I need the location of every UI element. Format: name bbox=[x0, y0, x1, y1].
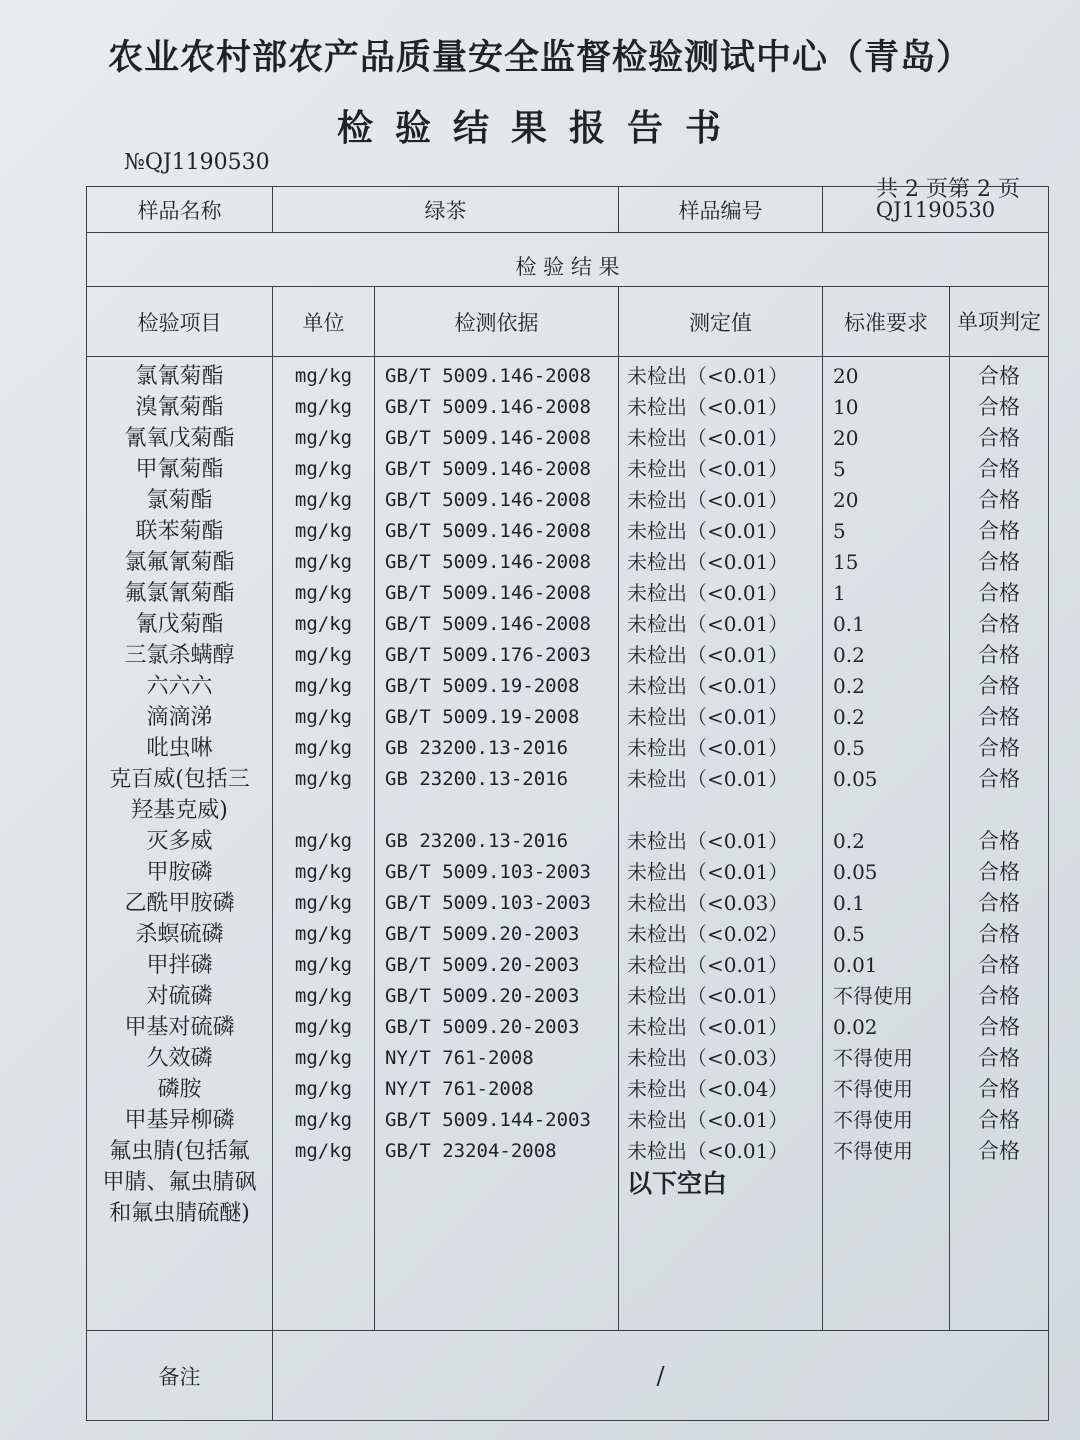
standard-column bbox=[823, 357, 950, 1331]
organization-name: 农业农村部农产品质量安全监督检验测试中心（青岛） bbox=[107, 38, 972, 78]
sample-row bbox=[87, 187, 1049, 233]
unit-value: mg/kg bbox=[294, 768, 353, 790]
judgment-value: 合格 bbox=[978, 953, 1020, 977]
measured-value: 未检出（<0.01） bbox=[627, 457, 789, 481]
judgment-value: 合格 bbox=[978, 457, 1020, 481]
col-header-item: 检验项目 bbox=[87, 287, 273, 357]
unit-value: mg/kg bbox=[294, 1016, 353, 1038]
item-name: 和氟虫腈硫醚) bbox=[109, 1201, 250, 1226]
basis-value: GB 23200.13-2016 bbox=[385, 768, 569, 790]
measured-value bbox=[619, 795, 822, 826]
basis-value: GB/T 23204-2008 bbox=[385, 1140, 557, 1162]
blank-below-note: 以下空白 bbox=[627, 1169, 728, 1198]
item-name: 六六六 bbox=[146, 674, 213, 699]
column-header-row bbox=[87, 287, 1049, 357]
item-name-column bbox=[87, 357, 273, 1331]
basis-value: GB/T 5009.19-2008 bbox=[385, 706, 580, 728]
unit-value: mg/kg bbox=[294, 1140, 353, 1162]
standard-value: 0.1 bbox=[833, 612, 865, 636]
report-number: №QJ1190530 bbox=[124, 150, 270, 175]
basis-value: GB/T 5009.146-2008 bbox=[385, 551, 591, 573]
unit-value: mg/kg bbox=[294, 892, 353, 914]
unit-value: mg/kg bbox=[294, 954, 353, 976]
standard-value: 不得使用 bbox=[833, 1108, 913, 1132]
col-header-basis: 检测依据 bbox=[375, 287, 619, 357]
unit-column bbox=[273, 357, 375, 1331]
measured-value: 未检出（<0.01） bbox=[627, 488, 789, 512]
standard-value: 0.5 bbox=[833, 736, 865, 760]
sample-name-label: 样品名称 bbox=[87, 187, 273, 233]
basis-value: GB/T 5009.176-2003 bbox=[385, 644, 591, 666]
standard-value: 不得使用 bbox=[833, 984, 913, 1008]
basis-value: NY/T 761-2008 bbox=[385, 1078, 534, 1100]
item-name: 对硫磷 bbox=[146, 984, 213, 1009]
value-column bbox=[619, 357, 823, 1331]
measured-value: 未检出（<0.03） bbox=[627, 891, 789, 915]
basis-value: GB/T 5009.146-2008 bbox=[385, 396, 591, 418]
unit-value: mg/kg bbox=[294, 582, 353, 604]
unit-value: mg/kg bbox=[294, 923, 353, 945]
judgment-value: 合格 bbox=[978, 1046, 1020, 1070]
unit-value: mg/kg bbox=[294, 365, 353, 387]
unit-value: mg/kg bbox=[294, 458, 353, 480]
basis-value: GB/T 5009.20-2003 bbox=[385, 1016, 580, 1038]
measured-value: 未检出（<0.01） bbox=[627, 426, 789, 450]
measured-value: 未检出（<0.01） bbox=[627, 395, 789, 419]
report-title: 检验结果报告书 bbox=[336, 108, 743, 149]
judgment-value: 合格 bbox=[978, 364, 1020, 388]
judgment-value: 合格 bbox=[978, 519, 1020, 543]
standard-value: 不得使用 bbox=[833, 1046, 913, 1070]
standard-value: 0.5 bbox=[833, 922, 865, 946]
judgment-value bbox=[950, 795, 1048, 826]
standard-value: 5 bbox=[833, 457, 846, 481]
standard-value: 5 bbox=[833, 519, 846, 543]
judgment-value: 合格 bbox=[978, 705, 1020, 729]
standard-value: 20 bbox=[833, 364, 859, 388]
unit-value: mg/kg bbox=[294, 737, 353, 759]
judgment-value: 合格 bbox=[978, 984, 1020, 1008]
basis-value: GB/T 5009.146-2008 bbox=[385, 520, 591, 542]
item-name: 滴滴涕 bbox=[146, 705, 213, 730]
item-name: 克百威(包括三 bbox=[109, 767, 250, 792]
judgment-value: 合格 bbox=[978, 891, 1020, 915]
results-table bbox=[86, 186, 1049, 1421]
item-name: 氯氟氰菊酯 bbox=[124, 550, 235, 575]
measured-value: 未检出（<0.01） bbox=[627, 1139, 789, 1163]
standard-value: 20 bbox=[833, 426, 859, 450]
remarks-value: / bbox=[656, 1361, 665, 1390]
item-name: 杀螟硫磷 bbox=[135, 922, 224, 947]
measured-value: 未检出（<0.01） bbox=[627, 581, 789, 605]
judgment-value: 合格 bbox=[978, 488, 1020, 512]
item-name: 磷胺 bbox=[157, 1077, 202, 1102]
judgment-value: 合格 bbox=[978, 612, 1020, 636]
judgment-value: 合格 bbox=[978, 736, 1020, 760]
item-name: 甲拌磷 bbox=[146, 953, 213, 978]
item-name: 氯菊酯 bbox=[146, 488, 213, 513]
judgment-value: 合格 bbox=[978, 860, 1020, 884]
unit-value: mg/kg bbox=[294, 613, 353, 635]
basis-value: GB/T 5009.20-2003 bbox=[385, 954, 580, 976]
standard-value: 0.2 bbox=[833, 829, 865, 853]
standard-value: 15 bbox=[833, 550, 859, 574]
measured-value: 未检出（<0.01） bbox=[627, 829, 789, 853]
col-header-unit: 单位 bbox=[273, 287, 375, 357]
item-name: 甲基对硫磷 bbox=[124, 1015, 235, 1040]
unit-value: mg/kg bbox=[294, 489, 353, 511]
judgment-value: 合格 bbox=[978, 643, 1020, 667]
item-name: 氰戊菊酯 bbox=[135, 612, 224, 637]
standard-value: 0.05 bbox=[833, 860, 878, 884]
judgment-value: 合格 bbox=[978, 395, 1020, 419]
unit-value: mg/kg bbox=[294, 1109, 353, 1131]
page-info: 共 2 页第 2 页 bbox=[876, 177, 1020, 202]
standard-value: 0.05 bbox=[833, 767, 878, 791]
standard-value bbox=[823, 795, 949, 826]
standard-value: 20 bbox=[833, 488, 859, 512]
judgment-value: 合格 bbox=[978, 767, 1020, 791]
item-name: 氟虫腈(包括氟 bbox=[109, 1139, 250, 1164]
basis-value: GB/T 5009.146-2008 bbox=[385, 365, 591, 387]
col-header-value: 测定值 bbox=[619, 287, 823, 357]
measured-value: 未检出（<0.01） bbox=[627, 1015, 789, 1039]
measured-value: 未检出（<0.01） bbox=[627, 364, 789, 388]
judgment-value: 合格 bbox=[978, 1077, 1020, 1101]
measured-value: 未检出（<0.01） bbox=[627, 705, 789, 729]
judgment-value: 合格 bbox=[978, 1108, 1020, 1132]
unit-value: mg/kg bbox=[294, 1047, 353, 1069]
measured-value: 未检出（<0.01） bbox=[627, 953, 789, 977]
results-body-row bbox=[87, 357, 1049, 1331]
item-name: 氰氧戊菊酯 bbox=[124, 426, 235, 451]
judgment-value: 合格 bbox=[978, 674, 1020, 698]
measured-value: 未检出（<0.01） bbox=[627, 736, 789, 760]
sample-name-value: 绿茶 bbox=[273, 187, 619, 233]
item-name: 久效磷 bbox=[146, 1046, 213, 1071]
standard-value: 不得使用 bbox=[833, 1139, 913, 1163]
basis-value: GB/T 5009.19-2008 bbox=[385, 675, 580, 697]
basis-column bbox=[375, 357, 619, 1331]
measured-value: 未检出（<0.01） bbox=[627, 767, 789, 791]
basis-value: GB/T 5009.146-2008 bbox=[385, 582, 591, 604]
item-name: 甲腈、氟虫腈砜 bbox=[102, 1170, 257, 1195]
measured-value: 未检出（<0.01） bbox=[627, 643, 789, 667]
basis-value: GB/T 5009.20-2003 bbox=[385, 923, 580, 945]
judgment-value: 合格 bbox=[978, 581, 1020, 605]
item-name: 氯氰菊酯 bbox=[135, 364, 224, 389]
measured-value: 未检出（<0.02） bbox=[627, 922, 789, 946]
col-header-judgment: 单项判定 bbox=[950, 287, 1049, 357]
basis-value: GB/T 5009.144-2003 bbox=[385, 1109, 591, 1131]
spacer-row bbox=[87, 233, 1049, 247]
col-header-standard: 标准要求 bbox=[823, 287, 950, 357]
standard-value: 0.01 bbox=[833, 953, 878, 977]
item-name: 甲氰菊酯 bbox=[135, 457, 224, 482]
remarks-row bbox=[87, 1331, 1049, 1421]
measured-value: 未检出（<0.01） bbox=[627, 860, 789, 884]
standard-value: 0.2 bbox=[833, 705, 865, 729]
item-name: 甲基异柳磷 bbox=[124, 1108, 235, 1133]
item-name: 灭多威 bbox=[146, 829, 213, 854]
item-name: 甲胺磷 bbox=[146, 860, 213, 885]
judgment-value: 合格 bbox=[978, 1139, 1020, 1163]
measured-value: 未检出（<0.01） bbox=[627, 1108, 789, 1132]
judgment-value: 合格 bbox=[978, 550, 1020, 574]
basis-value: GB/T 5009.146-2008 bbox=[385, 489, 591, 511]
standard-value: 0.2 bbox=[833, 643, 865, 667]
standard-value: 0.02 bbox=[833, 1015, 878, 1039]
basis-value: GB/T 5009.146-2008 bbox=[385, 613, 591, 635]
unit-value: mg/kg bbox=[294, 830, 353, 852]
basis-value: GB 23200.13-2016 bbox=[385, 830, 569, 852]
basis-value: GB 23200.13-2016 bbox=[385, 737, 569, 759]
basis-value: NY/T 761-2008 bbox=[385, 1047, 534, 1069]
standard-value: 0.1 bbox=[833, 891, 865, 915]
unit-value: mg/kg bbox=[294, 861, 353, 883]
standard-value: 10 bbox=[833, 395, 859, 419]
judgment-value: 合格 bbox=[978, 829, 1020, 853]
standard-value: 不得使用 bbox=[833, 1077, 913, 1101]
unit-value bbox=[273, 795, 374, 826]
item-name: 氟氯氰菊酯 bbox=[124, 581, 235, 606]
unit-value: mg/kg bbox=[294, 427, 353, 449]
unit-value: mg/kg bbox=[294, 644, 353, 666]
basis-value: GB/T 5009.146-2008 bbox=[385, 427, 591, 449]
basis-value: GB/T 5009.146-2008 bbox=[385, 458, 591, 480]
judgment-value: 合格 bbox=[978, 922, 1020, 946]
item-name: 溴氰菊酯 bbox=[135, 395, 224, 420]
basis-value bbox=[375, 795, 618, 826]
judgment-column bbox=[950, 357, 1049, 1331]
item-name: 吡虫啉 bbox=[146, 736, 213, 761]
unit-value: mg/kg bbox=[294, 985, 353, 1007]
unit-value: mg/kg bbox=[294, 706, 353, 728]
standard-value: 0.2 bbox=[833, 674, 865, 698]
unit-value: mg/kg bbox=[294, 1078, 353, 1100]
remarks-label: 备注 bbox=[87, 1331, 273, 1421]
measured-value: 未检出（<0.03） bbox=[627, 1046, 789, 1070]
measured-value: 未检出（<0.01） bbox=[627, 984, 789, 1008]
item-name: 三氯杀螨醇 bbox=[124, 643, 235, 668]
sample-code-label: 样品编号 bbox=[619, 187, 823, 233]
unit-value: mg/kg bbox=[294, 551, 353, 573]
judgment-value: 合格 bbox=[978, 426, 1020, 450]
measured-value: 未检出（<0.01） bbox=[627, 550, 789, 574]
basis-value: GB/T 5009.103-2003 bbox=[385, 892, 591, 914]
basis-value: GB/T 5009.103-2003 bbox=[385, 861, 591, 883]
unit-value: mg/kg bbox=[294, 675, 353, 697]
unit-value: mg/kg bbox=[294, 520, 353, 542]
basis-value: GB/T 5009.20-2003 bbox=[385, 985, 580, 1007]
sample-code-value: QJ1190530 bbox=[823, 187, 1049, 233]
item-name: 联苯菊酯 bbox=[135, 519, 224, 544]
measured-value: 未检出（<0.01） bbox=[627, 519, 789, 543]
standard-value: 1 bbox=[833, 581, 846, 605]
unit-value: mg/kg bbox=[294, 396, 353, 418]
section-title: 检 验 结 果 bbox=[87, 247, 1049, 287]
measured-value: 未检出（<0.04） bbox=[627, 1077, 789, 1101]
item-name: 乙酰甲胺磷 bbox=[124, 891, 235, 916]
measured-value: 未检出（<0.01） bbox=[627, 674, 789, 698]
item-name: 羟基克威) bbox=[131, 798, 228, 823]
judgment-value: 合格 bbox=[978, 1015, 1020, 1039]
measured-value: 未检出（<0.01） bbox=[627, 612, 789, 636]
